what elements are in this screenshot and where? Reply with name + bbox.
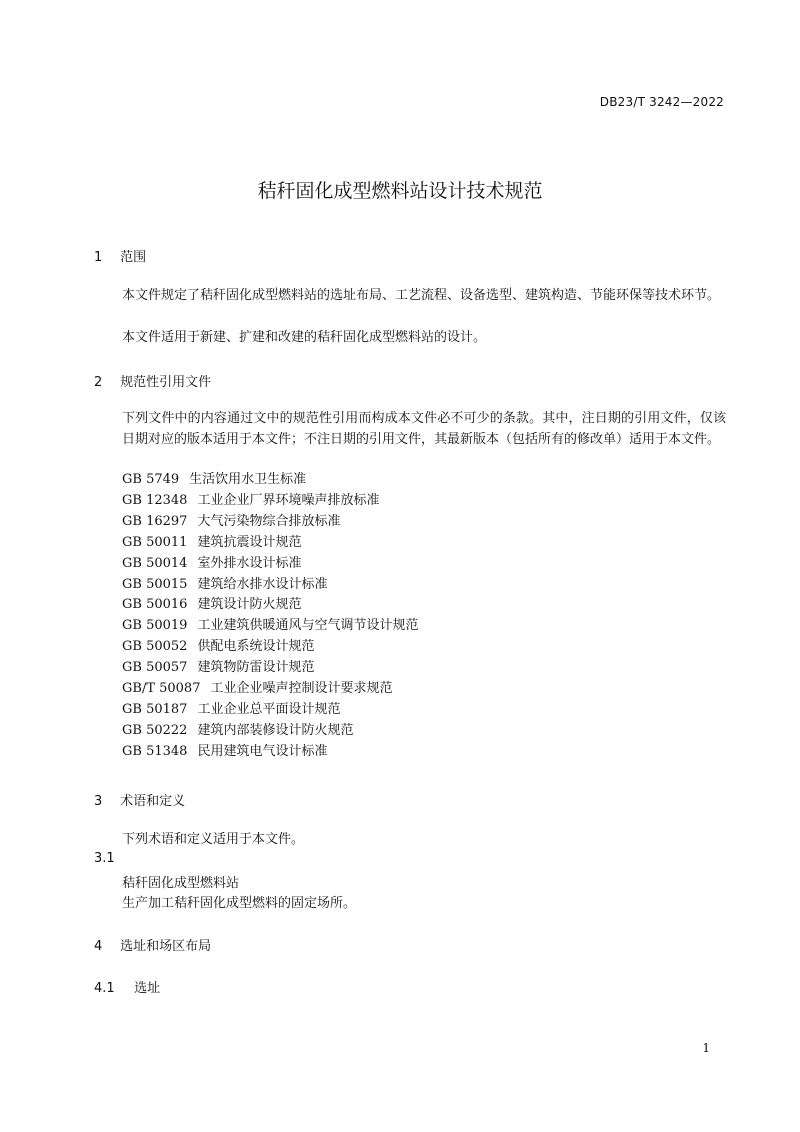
list-item <box>122 700 418 721</box>
section-title: 范围 <box>120 250 147 265</box>
subsection-4-1-heading <box>94 977 160 996</box>
subsection-title: 选址 <box>134 981 161 996</box>
section-1-heading <box>94 246 146 265</box>
list-item <box>122 616 418 637</box>
standard-name: 室外排水设计标准 <box>197 555 302 571</box>
section-title: 规范性引用文件 <box>120 375 212 390</box>
standard-code: GB/T 50087 <box>122 681 201 697</box>
standard-name: 建筑物防雷设计规范 <box>197 660 315 676</box>
standard-code: GB 50011 <box>122 534 188 550</box>
section-title: 选址和场区布局 <box>120 939 212 954</box>
section-title: 术语和定义 <box>120 794 186 809</box>
standard-code: GB 12348 <box>122 492 188 508</box>
standard-name: 工业建筑供暖通风与空气调节设计规范 <box>197 618 419 634</box>
standard-code: GB 50187 <box>122 701 188 717</box>
standard-code: GB 50052 <box>122 639 188 655</box>
document-code: DB23/T 3242—2022 <box>599 95 724 109</box>
standard-name: 工业企业总平面设计规范 <box>197 701 341 717</box>
list-item <box>122 658 418 679</box>
terms-intro <box>94 829 726 850</box>
list-item <box>122 595 418 616</box>
subsection-number: 4.1 <box>94 981 115 996</box>
list-item <box>122 679 418 700</box>
references-intro <box>94 408 726 450</box>
paragraph-text: 下列文件中的内容通过文中的规范性引用而构成本文件必不可少的条款。其中，注日期的引用文件，仅该日期对应的版本适用于本文件；不注日期的引用文件，其最新版本（包括所有的修改单）适用于本文件。 <box>122 411 726 447</box>
section-2-heading <box>94 371 211 390</box>
section-number: 3 <box>94 794 103 809</box>
standard-code: GB 50015 <box>122 576 188 592</box>
standard-code: GB 50014 <box>122 555 188 571</box>
scope-paragraph-1 <box>94 285 726 306</box>
standards-list <box>122 470 418 763</box>
standard-name: 生活饮用水卫生标准 <box>189 472 307 487</box>
standard-code: GB 50016 <box>122 597 188 613</box>
scope-paragraph-2 <box>94 327 726 348</box>
list-item <box>122 637 418 658</box>
standard-name: 建筑内部装修设计防火规范 <box>197 722 354 738</box>
list-item <box>122 491 418 512</box>
standard-code: GB 16297 <box>122 513 188 529</box>
standard-name: 工业企业噪声控制设计要求规范 <box>210 681 393 697</box>
list-item <box>122 554 418 575</box>
list-item <box>122 512 418 533</box>
section-number: 1 <box>94 250 103 265</box>
paragraph-text: 本文件适用于新建、扩建和改建的秸秆固化成型燃料站的设计。 <box>122 330 487 345</box>
standard-code: GB 50019 <box>122 618 188 634</box>
page-number: 1 <box>702 1041 710 1055</box>
list-item <box>122 470 418 491</box>
list-item <box>122 533 418 554</box>
standard-name: 建筑给水排水设计标准 <box>197 576 328 592</box>
section-3-heading <box>94 790 185 809</box>
section-number: 2 <box>94 375 103 390</box>
list-item <box>122 742 418 763</box>
standard-name: 建筑抗震设计规范 <box>197 534 302 550</box>
standard-code: GB 5749 <box>122 472 180 487</box>
standard-name: 工业企业厂界环境噪声排放标准 <box>197 492 380 508</box>
standard-name: 民用建筑电气设计标准 <box>197 743 328 759</box>
definition-number: 3.1 <box>94 851 115 866</box>
section-4-heading <box>94 935 211 954</box>
paragraph-text: 本文件规定了秸秆固化成型燃料站的选址布局、工艺流程、设备选型、建筑构造、节能环保等技术环节。 <box>122 288 721 303</box>
standard-name: 大气污染物综合排放标准 <box>197 513 341 529</box>
list-item <box>122 721 418 742</box>
section-number: 4 <box>94 939 103 954</box>
standard-name: 供配电系统设计规范 <box>197 639 315 655</box>
standard-name: 建筑设计防火规范 <box>197 597 302 613</box>
paragraph-text: 下列术语和定义适用于本文件。 <box>122 832 305 847</box>
definition-text: 生产加工秸秆固化成型燃料的固定场所。 <box>122 896 357 911</box>
standard-code: GB 51348 <box>122 743 188 759</box>
definition-term: 秸秆固化成型燃料站 <box>122 876 240 891</box>
standard-code: GB 50222 <box>122 722 188 738</box>
standard-code: GB 50057 <box>122 660 188 676</box>
document-title: 秸秆固化成型燃料站设计技术规范 <box>257 180 543 202</box>
list-item <box>122 575 418 596</box>
